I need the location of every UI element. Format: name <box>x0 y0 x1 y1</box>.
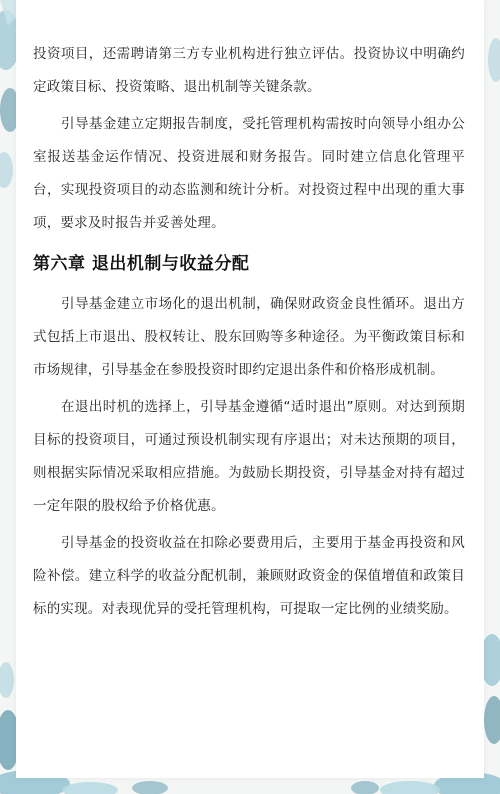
chapter-title: 第六章 退出机制与收益分配 <box>33 254 250 274</box>
corner-decoration-top-right <box>488 38 500 82</box>
paragraph-reporting: 引导基金建立定期报告制度，受托管理机构需按时向领导小组办公室报送基金运作情况、投资进展和财务报告。同时建立信息化管理平台，实现投资项目的动态监测和统计分析。对投资过程中出现的重大事项，要求及时报告并妥善处理。 <box>33 116 465 231</box>
paragraph-exit-mechanism: 引导基金建立市场化的退出机制，确保财政资金良性循环。退出方式包括上市退出、股权转让、股东回购等多种途径。为平衡政策目标和市场规律，引导基金在参股投资时即约定退出条件和价格形成机制。 <box>33 296 465 378</box>
paragraph-exit-timing: 在退出时机的选择上，引导基金遵循“适时退出”原则。对达到预期目标的投资项目，可通过预设机制实现有序退出；对未达预期的项目，则根据实际情况采取相应措施。为鼓励长期投资，引导基金对持有超过一定年限的股权给予价格优惠。 <box>33 399 465 514</box>
paragraph-income-distribution: 引导基金的投资收益在扣除必要费用后，主要用于基金再投资和风险补偿。建立科学的收益分配机制，兼顾财政资金的保值增值和政策目标的实现。对表现优异的受托管理机构，可提取一定比例的业绩奖励。 <box>33 535 465 617</box>
document-body <box>33 38 465 630</box>
paragraph-continued: 投资项目，还需聘请第三方专业机构进行独立评估。投资协议中明确约定政策目标、投资策略、退出机制等关键条款。 <box>33 46 465 95</box>
